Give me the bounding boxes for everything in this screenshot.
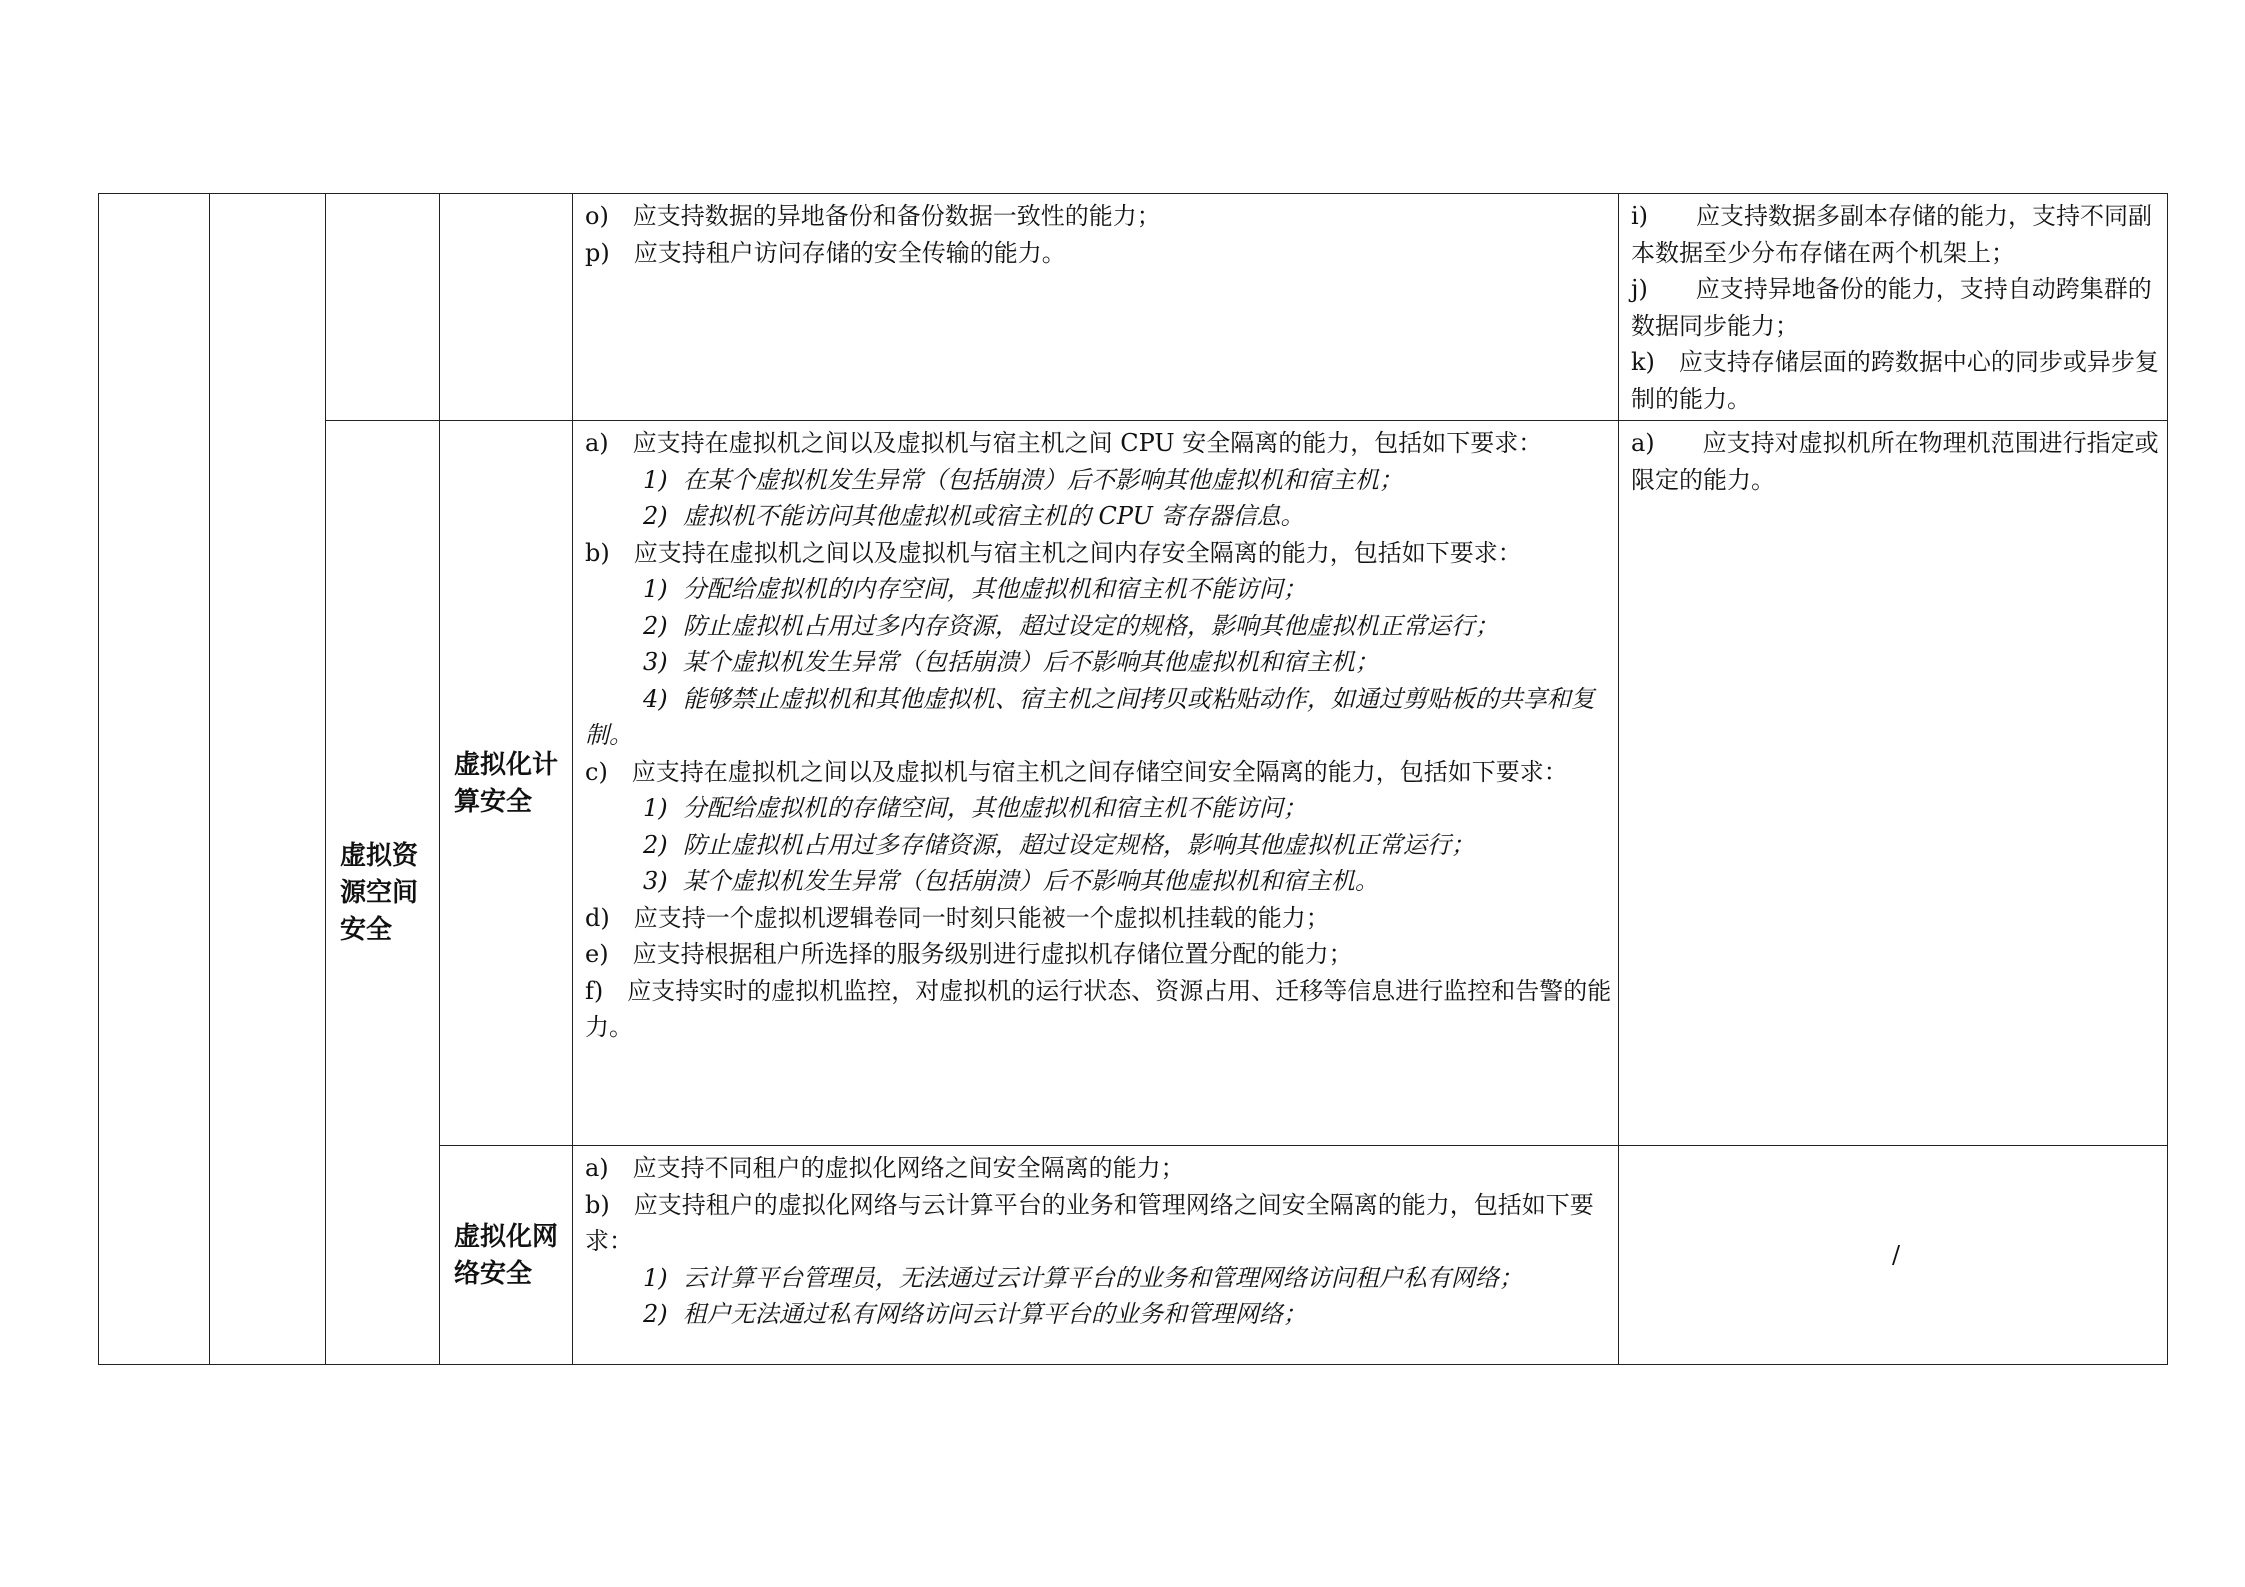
requirement-item: c) 应支持在虚拟机之间以及虚拟机与宿主机之间存储空间安全隔离的能力，包括如下要求： [585, 757, 1568, 786]
sub-requirement-item: 1) 在某个虚拟机发生异常（包括崩溃）后不影响其他虚拟机和宿主机； [643, 465, 1403, 494]
table-row-storage [99, 194, 2168, 421]
group-label-cell: 虚拟资源空间安全 [326, 421, 440, 1365]
requirement-item: e) 应支持根据租户所选择的服务级别进行虚拟机存储位置分配的能力； [585, 940, 1353, 968]
sub-requirement-item: 2) 防止虚拟机占用过多存储资源，超过设定规格，影响其他虚拟机正常运行； [643, 830, 1475, 859]
compute-enhanced-cell [1619, 421, 2168, 1146]
requirement-item: a) 应支持不同租户的虚拟化网络之间安全隔离的能力； [585, 1154, 1185, 1182]
requirement-item: a) 应支持在虚拟机之间以及虚拟机与宿主机之间 CPU 安全隔离的能力，包括如下要求： [585, 429, 1543, 457]
requirement-item: d) 应支持一个虚拟机逻辑卷同一时刻只能被一个虚拟机挂载的能力； [585, 903, 1330, 932]
col-4-cell [440, 194, 573, 421]
col-2-cell [210, 194, 326, 1365]
table-row-compute [99, 421, 2168, 1146]
requirement-item: o) 应支持数据的异地备份和备份数据一致性的能力； [585, 202, 1161, 230]
sub-requirement-item: 2) 防止虚拟机占用过多内存资源，超过设定的规格，影响其他虚拟机正常运行； [643, 611, 1499, 640]
requirement-item: b) 应支持在虚拟机之间以及虚拟机与宿主机之间内存安全隔离的能力，包括如下要求： [585, 538, 1522, 567]
sub-requirement-item: 2) 虚拟机不能访问其他虚拟机或宿主机的 CPU 寄存器信息。 [643, 502, 1305, 530]
col-3-cell [326, 194, 440, 421]
enhanced-item: a) 应支持对虚拟机所在物理机范围进行指定或限定的能力。 [1631, 429, 2159, 494]
storage-requirements-cell [573, 194, 1619, 421]
requirement-item: p) 应支持租户访问存储的安全传输的能力。 [585, 238, 1066, 267]
sub-requirement-item: 1) 云计算平台管理员，无法通过云计算平台的业务和管理网络访问租户私有网络； [643, 1263, 1523, 1292]
enhanced-item: k) 应支持存储层面的跨数据中心的同步或异步复制的能力。 [1631, 348, 2159, 413]
enhanced-item: i) 应支持数据多副本存储的能力，支持不同副本数据至少分布存储在两个机架上； [1631, 202, 2153, 267]
compute-label-cell: 虚拟化计算安全 [440, 421, 573, 1146]
network-label-cell: 虚拟化网络安全 [440, 1146, 573, 1365]
sub-requirement-item: 3) 某个虚拟机发生异常（包括崩溃）后不影响其他虚拟机和宿主机； [643, 648, 1379, 676]
sub-requirement-item: 1) 分配给虚拟机的内存空间，其他虚拟机和宿主机不能访问； [643, 575, 1307, 603]
sub-requirement-item: 1) 分配给虚拟机的存储空间，其他虚拟机和宿主机不能访问； [643, 794, 1307, 822]
network-requirements-cell [573, 1146, 1619, 1365]
sub-requirement-item: 3) 某个虚拟机发生异常（包括崩溃）后不影响其他虚拟机和宿主机。 [643, 867, 1379, 895]
sub-requirement-item: 2) 租户无法通过私有网络访问云计算平台的业务和管理网络； [643, 1300, 1307, 1328]
col-1-cell [99, 194, 210, 1365]
requirements-table [98, 193, 2168, 1365]
storage-enhanced-cell [1619, 194, 2168, 421]
compute-requirements-cell [573, 421, 1619, 1146]
network-enhanced-cell: / [1619, 1146, 2168, 1365]
requirement-item: f) 应支持实时的虚拟机监控，对虚拟机的运行状态、资源占用、迁移等信息进行监控和告警的能力。 [585, 976, 1612, 1041]
enhanced-item: j) 应支持异地备份的能力，支持自动跨集群的数据同步能力； [1631, 275, 2152, 340]
requirement-item: b) 应支持租户的虚拟化网络与云计算平台的业务和管理网络之间安全隔离的能力，包括如下要求： [585, 1190, 1594, 1255]
sub-requirement-item: 4) 能够禁止虚拟机和其他虚拟机、宿主机之间拷贝或粘贴动作，如通过剪贴板的共享和复制。 [585, 684, 1595, 749]
